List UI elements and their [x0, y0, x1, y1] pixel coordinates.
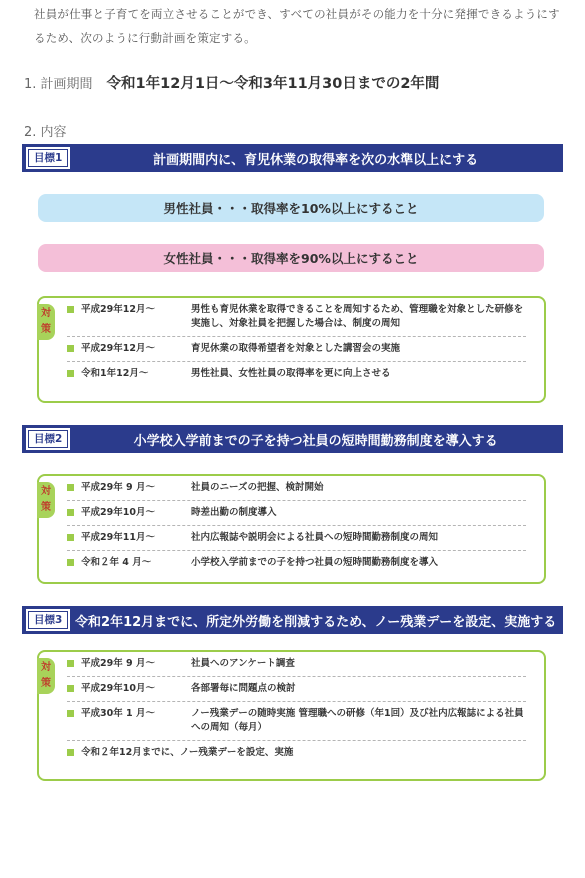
plan-period-label: 1. 計画期間 [24, 77, 93, 92]
male-target-pill: 男性社員・・・取得率を10%以上にすること [38, 194, 544, 222]
measure-desc: 男性社員、女性社員の取得率を更に向上させる [191, 368, 391, 379]
measure-desc: 社内広報誌や説明会による社員への短時間勤務制度の周知 [191, 532, 439, 543]
measure-date: 平成29年 9 月〜 [81, 658, 155, 669]
goal-1-measures [37, 296, 546, 403]
measure-desc: 各部署毎に問題点の検討 [191, 683, 296, 694]
measure-date: 平成29年10月〜 [81, 507, 155, 518]
measures-tab: 対策 [37, 658, 55, 694]
measure-row [67, 298, 526, 337]
goal-3-title: 令和2年12月までに、所定外労働を削減するため、ノー残業デーを設定、実施する [75, 614, 557, 630]
measure-date: 平成29年10月〜 [81, 683, 155, 694]
measure-desc: 社員のニーズの把握、検討開始 [191, 482, 324, 493]
plan-period [24, 72, 439, 93]
measure-row [67, 337, 526, 362]
measure-date: 令和1年12月〜 [81, 368, 149, 379]
plan-period-value: 令和1年12月1日〜令和3年11月30日までの2年間 [106, 76, 440, 92]
measure-row [67, 652, 526, 677]
goal-1-badge: 目標1 [28, 149, 68, 167]
measure-desc: 小学校入学前までの子を持つ社員の短時間勤務制度を導入 [191, 557, 439, 568]
measure-desc: 社員へのアンケート調査 [191, 658, 295, 669]
measure-date: 平成29年 9 月〜 [81, 482, 155, 493]
goal-3-header [22, 606, 563, 634]
measure-desc: 男性も育児休業を取得できることを周知するため、管理職を対象とした研修を実施し、対象社員を把握した場合は、制度の周知 [191, 304, 524, 329]
measure-desc [293, 746, 526, 760]
measure-date: 令和２年12月までに、ノー残業デーを設定、実施 [81, 747, 294, 758]
measure-desc: 育児休業の取得希望者を対象とした講習会の実施 [191, 343, 401, 354]
measure-row [67, 677, 526, 702]
section-contents-heading: 2. 内容 [24, 125, 67, 140]
measure-desc: ノー残業デーの随時実施 管理職への研修（年1回）及び社内広報誌による社員への周知（毎月） [191, 708, 524, 733]
measure-date: 令和２年 4 月〜 [81, 557, 152, 568]
goal-1-header [22, 144, 563, 172]
goal-2-header [22, 425, 563, 453]
measure-date: 平成30年 1 月〜 [81, 708, 155, 719]
measure-date: 平成29年11月〜 [81, 532, 155, 543]
measure-row [67, 702, 526, 741]
goal-2-measures [37, 474, 546, 584]
goal-2-title: 小学校入学前までの子を持つ社員の短時間勤務制度を導入する [133, 433, 498, 449]
intro-paragraph: 社員が仕事と子育てを両立させることができ、すべての社員がその能力を十分に発揮できるようにするため、次のように行動計画を策定する。 [34, 7, 560, 45]
measure-row [67, 501, 526, 526]
goal-3-measures [37, 650, 546, 781]
measures-tab: 対策 [37, 304, 55, 340]
measure-row [67, 741, 526, 765]
goal-1-title: 計画期間内に、育児休業の取得率を次の水準以上にする [153, 152, 479, 168]
measure-desc: 時差出勤の制度導入 [191, 507, 277, 518]
measure-date: 平成29年12月〜 [81, 304, 155, 315]
goal-2-badge: 目標2 [28, 430, 68, 448]
female-target-pill: 女性社員・・・取得率を90%以上にすること [38, 244, 544, 272]
measure-row [67, 526, 526, 551]
measures-tab: 対策 [37, 482, 55, 518]
measure-row [67, 476, 526, 501]
measure-row [67, 362, 526, 386]
measure-row [67, 551, 526, 575]
goal-3-badge: 目標3 [28, 611, 68, 629]
measure-date: 平成29年12月〜 [81, 343, 155, 354]
